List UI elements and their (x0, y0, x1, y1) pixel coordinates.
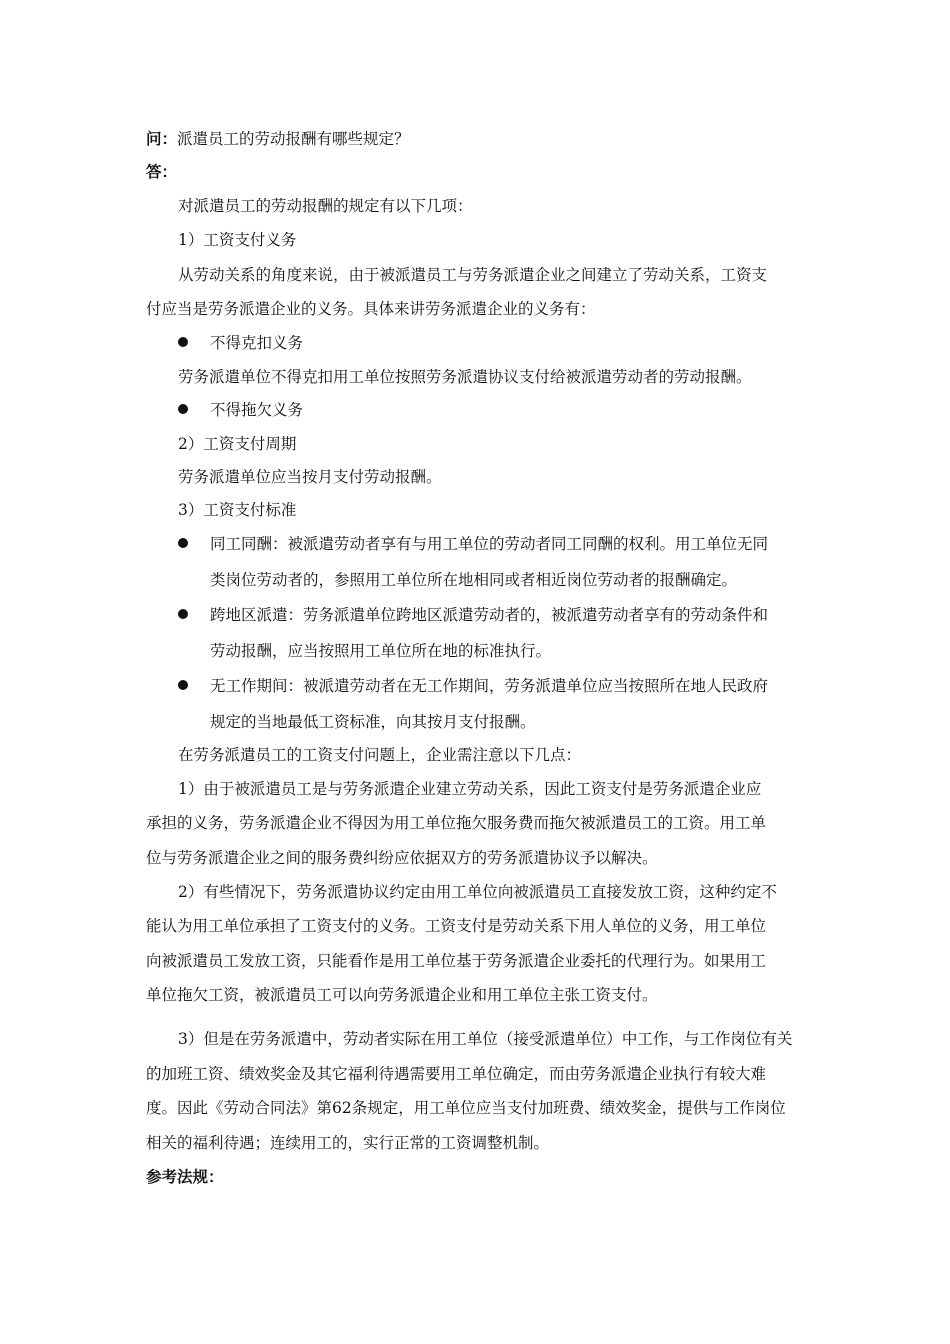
bullet-icon (178, 680, 188, 690)
question-line (146, 128, 810, 150)
bullet-continuation: 规定的当地最低工资标准，向其按月支付报酬。 (210, 713, 536, 731)
note2-line1: 2）有些情况下，劳务派遣协议约定由用工单位向被派遣员工直接发放工资，这种约定不 (178, 883, 777, 901)
bullet-icon (178, 337, 188, 347)
note2-line3: 向被派遣员工发放工资，只能看作是用工单位基于劳务派遣企业委托的代理行为。如果用工 (146, 952, 767, 970)
note1-line1: 1）由于被派遣员工是与劳务派遣企业建立劳动关系，因此工资支付是劳务派遣企业应 (178, 780, 762, 798)
bullet-icon (178, 404, 188, 414)
note2-line4: 单位拖欠工资，被派遣员工可以向劳务派遣企业和用工单位主张工资支付。 (146, 986, 658, 1004)
section1-paragraph-line2: 付应当是劳务派遣企业的义务。具体来讲劳务派遣企业的义务有： (146, 300, 596, 318)
section3-heading: 3）工资支付标准 (178, 501, 297, 519)
bullet-continuation: 劳动报酬，应当按照用工单位所在地的标准执行。 (210, 642, 552, 660)
section2-text: 劳务派遣单位应当按月支付劳动报酬。 (178, 468, 442, 486)
section1-heading: 1）工资支付义务 (178, 231, 297, 249)
bullet-text: 无工作期间：被派遣劳动者在无工作期间，劳务派遣单位应当按照所在地人民政府 (210, 677, 769, 695)
section1-paragraph-line1: 从劳动关系的角度来说，由于被派遣员工与劳务派遣企业之间建立了劳动关系，工资支 (178, 266, 768, 284)
note3-line4: 相关的福利待遇；连续用工的，实行正常的工资调整机制。 (146, 1134, 550, 1152)
bullet-text: 不得拖欠义务 (210, 401, 304, 419)
bullet1-detail: 劳务派遣单位不得克扣用工单位按照劳务派遣协议支付给被派遣劳动者的劳动报酬。 (178, 368, 752, 386)
references-label: 参考法规： (146, 1167, 224, 1186)
bullet-item (178, 675, 810, 697)
bullet-item (178, 332, 810, 354)
question-text: 派遣员工的劳动报酬有哪些规定？ (177, 130, 410, 148)
bullet-text: 跨地区派遣：劳务派遣单位跨地区派遣劳动者的，被派遣劳动者享有的劳动条件和 (210, 606, 769, 624)
bullet-icon (178, 538, 188, 548)
note1-line2: 承担的义务，劳务派遣企业不得因为用工单位拖欠服务费而拖欠被派遣员工的工资。用工单 (146, 814, 767, 832)
question-label: 问： (146, 129, 178, 148)
answer-label: 答： (146, 162, 178, 181)
bullet-item (178, 533, 810, 555)
bullet-item (178, 399, 810, 421)
note3-line2: 的加班工资、绩效奖金及其它福利待遇需要用工单位确定，而由劳务派遣企业执行有较大难 (146, 1065, 767, 1083)
bullet-text: 不得克扣义务 (210, 334, 304, 352)
note2-line2: 能认为用工单位承担了工资支付的义务。工资支付是劳动关系下用人单位的义务，用工单位 (146, 917, 767, 935)
bullet-text: 同工同酬：被派遣劳动者享有与用工单位的劳动者同工同酬的权利。用工单位无同 (210, 535, 769, 553)
bullet-item (178, 604, 810, 626)
note1-line3: 位与劳务派遣企业之间的服务费纠纷应依据双方的劳务派遣协议予以解决。 (146, 849, 658, 867)
note3-line1: 3）但是在劳务派遣中，劳动者实际在用工单位（接受派遣单位）中工作，与工作岗位有关 (178, 1030, 793, 1048)
notes-intro: 在劳务派遣员工的工资支付问题上，企业需注意以下几点： (178, 746, 582, 764)
intro-paragraph: 对派遣员工的劳动报酬的规定有以下几项： (178, 197, 473, 215)
note3-line3: 度。因此《劳动合同法》第62条规定，用工单位应当支付加班费、绩效奖金，提供与工作岗位 (146, 1099, 786, 1117)
bullet-icon (178, 609, 188, 619)
section2-heading: 2）工资支付周期 (178, 435, 297, 453)
bullet-continuation: 类岗位劳动者的，参照用工单位所在地相同或者相近岗位劳动者的报酬确定。 (210, 571, 738, 589)
